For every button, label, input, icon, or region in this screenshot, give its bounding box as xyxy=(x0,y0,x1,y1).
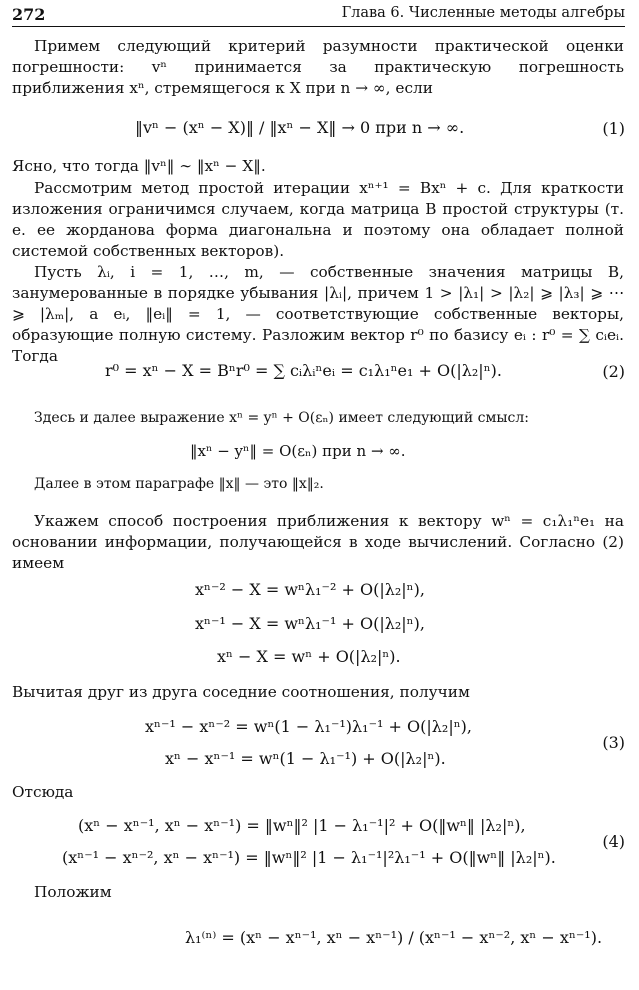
equation-1-text: ‖vⁿ − (xⁿ − X)‖ / ‖xⁿ − X‖ → 0 при n → ∞. xyxy=(135,118,465,137)
equation-number-2: (2) xyxy=(602,362,625,381)
equation-2 xyxy=(105,361,502,381)
system-line-2: xⁿ⁻¹ − X = wⁿλ₁⁻¹ + O(|λ₂|ⁿ), xyxy=(195,614,425,633)
equation-1 xyxy=(135,118,464,138)
paragraph-2: Ясно, что тогда ‖vⁿ‖ ∼ ‖xⁿ − X‖. xyxy=(12,157,266,175)
paragraph-8: Вычитая друг из друга соседние соотношения, получим xyxy=(12,683,470,701)
equation-number-1: (1) xyxy=(602,119,625,138)
running-header xyxy=(12,4,625,27)
system-line-1: xⁿ⁻² − X = wⁿλ₁⁻² + O(|λ₂|ⁿ), xyxy=(195,580,425,599)
paragraph-1: Примем следующий критерий разумности практической оценки погрешности: vⁿ принимается за практическую погрешность приближения xⁿ, стремящегося к X при n → ∞, если xyxy=(12,37,624,97)
page-number: 272 xyxy=(12,5,46,24)
chapter-title: Глава 6. Численные методы алгебры xyxy=(341,5,625,21)
equation-3-line-1: xⁿ⁻¹ − xⁿ⁻² = wⁿ(1 − λ₁⁻¹)λ₁⁻¹ + O(|λ₂|ⁿ), xyxy=(145,717,472,736)
paragraph-7: Укажем способ построения приближения к вектору wⁿ = c₁λ₁ⁿe₁ на основании информации, получающейся в ходе вычислений. Согласно (2) имеем xyxy=(12,512,624,572)
equation-number-4: (4) xyxy=(602,832,625,851)
system-line-3: xⁿ − X = wⁿ + O(|λ₂|ⁿ). xyxy=(217,647,401,666)
equation-4-line-2: (xⁿ⁻¹ − xⁿ⁻², xⁿ − xⁿ⁻¹) = ‖wⁿ‖² |1 − λ₁⁻¹|²λ₁⁻¹ + O(‖wⁿ‖ |λ₂|ⁿ). xyxy=(62,848,556,867)
equation-3-line-2: xⁿ − xⁿ⁻¹ = wⁿ(1 − λ₁⁻¹) + O(|λ₂|ⁿ). xyxy=(165,749,446,768)
equation-epsilon: ‖xⁿ − yⁿ‖ = O(εₙ) при n → ∞. xyxy=(190,442,406,460)
paragraph-6: Далее в этом параграфе ‖x‖ — это ‖x‖₂. xyxy=(34,476,324,492)
paragraph-9: Отсюда xyxy=(12,783,74,801)
equation-number-3: (3) xyxy=(602,733,625,752)
equation-5: λ₁⁽ⁿ⁾ = (xⁿ − xⁿ⁻¹, xⁿ − xⁿ⁻¹) / (xⁿ⁻¹ − xⁿ⁻², xⁿ − xⁿ⁻¹). xyxy=(185,928,603,947)
paragraph-3: Рассмотрим метод простой итерации xⁿ⁺¹ = Bxⁿ + c. Для краткости изложения ограничимся случаем, когда матрица B простой структуры (т. е. ее жорданова форма диагональна и поэтому она обладает полной системой собственных векторов). xyxy=(12,179,624,260)
paragraph-10: Положим xyxy=(34,883,112,901)
paragraph-5: Здесь и далее выражение xⁿ = yⁿ + O(εₙ) имеет следующий смысл: xyxy=(34,410,529,426)
paragraph-4: Пусть λᵢ, i = 1, …, m, — собственные значения матрицы B, занумерованные в порядке убывания |λᵢ|, причем 1 > |λ₁| > |λ₂| ⩾ |λ₃| ⩾ ⋯ ⩾ |λₘ|, а eᵢ, ‖eᵢ‖ = 1, — соответствующие собственные векторы, образующие полную систему. Разложим вектор r⁰ по базису eᵢ : r⁰ = ∑ cᵢeᵢ. Тогда xyxy=(12,263,624,365)
equation-4-line-1: (xⁿ − xⁿ⁻¹, xⁿ − xⁿ⁻¹) = ‖wⁿ‖² |1 − λ₁⁻¹|² + O(‖wⁿ‖ |λ₂|ⁿ), xyxy=(78,816,526,835)
equation-2-text: r⁰ = xⁿ − X = Bⁿr⁰ = ∑ cᵢλᵢⁿeᵢ = c₁λ₁ⁿe₁ + O(|λ₂|ⁿ). xyxy=(105,361,502,380)
